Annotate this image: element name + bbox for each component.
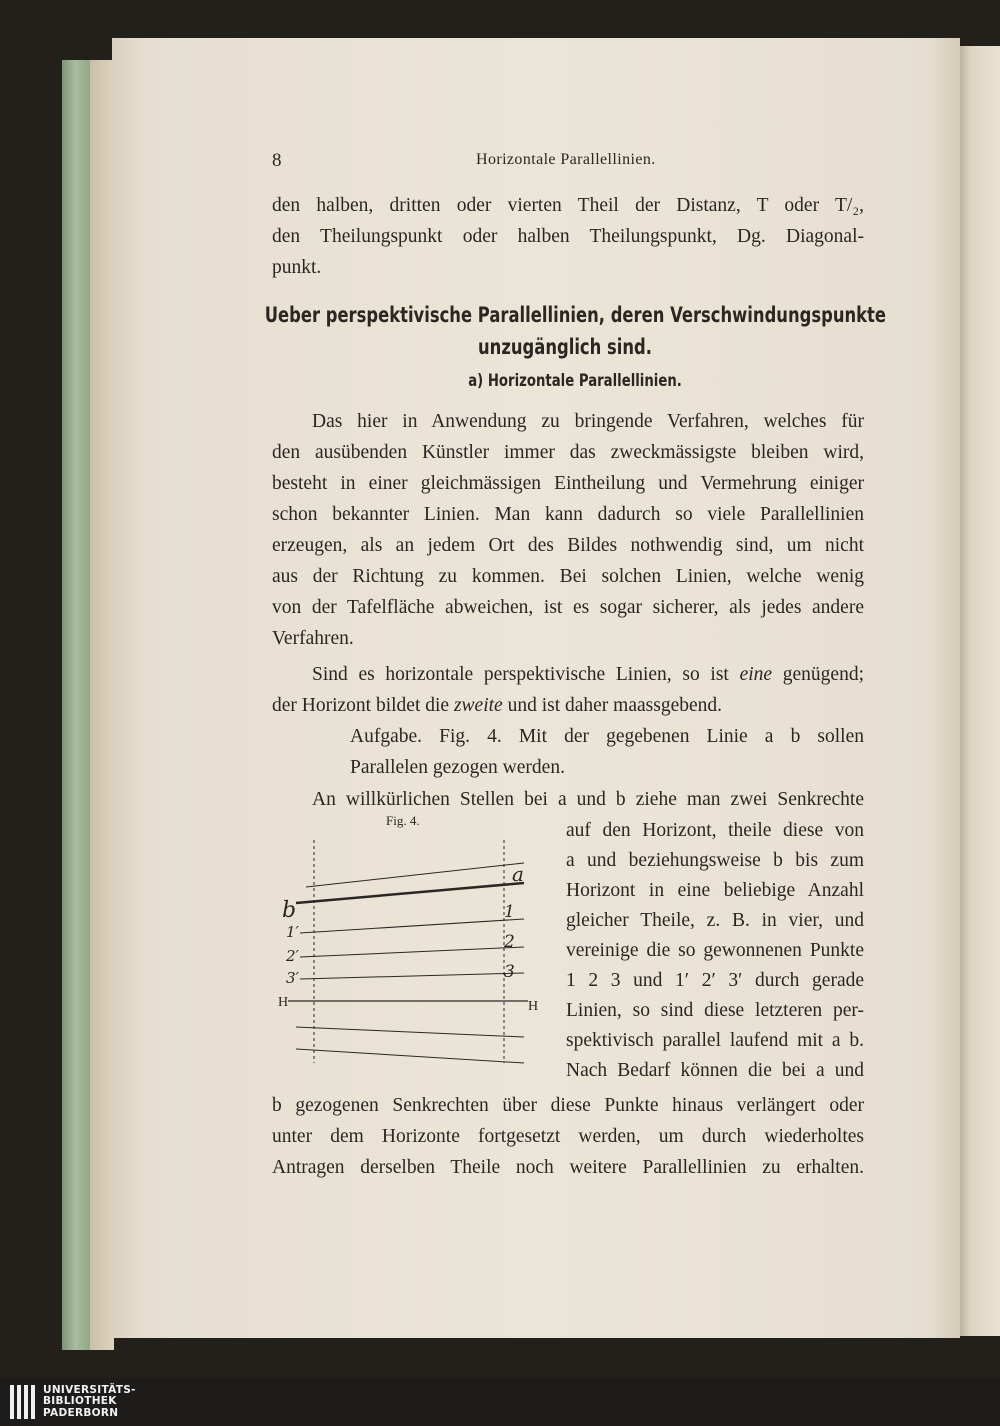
emphasis: zweite bbox=[453, 695, 503, 716]
text-line: aus der Richtung zu kommen. Bei solchen Linien, welche wenig bbox=[272, 566, 864, 587]
text-line: punkt. bbox=[272, 257, 322, 278]
text-line: Parallelen gezogen werden. bbox=[350, 757, 565, 778]
lower-line bbox=[296, 1027, 524, 1037]
text-line: Antragen derselben Theile noch weitere Parallellinien zu erhalten. bbox=[272, 1157, 864, 1178]
label-a: a bbox=[512, 862, 524, 886]
text-line: den Theilungspunkt oder halben Theilungspunkt, Dg. Diagonal- bbox=[272, 226, 864, 247]
emphasis: eine bbox=[739, 664, 773, 685]
section-heading-cont: unzugänglich sind. bbox=[478, 335, 652, 359]
text-line: auf den Horizont, theile diese von bbox=[566, 820, 864, 841]
text-run: Sind es horizontale perspektivische Linien, so ist bbox=[312, 664, 740, 685]
logo-text bbox=[43, 1385, 136, 1420]
line-2 bbox=[300, 947, 524, 957]
text-line: Das hier in Anwendung zu bringende Verfahren, welches für bbox=[312, 411, 864, 432]
text-line: Linien, so sind diese letzteren per- bbox=[566, 1000, 864, 1021]
section-heading: Ueber perspektivische Parallellinien, deren Verschwindungspunkte bbox=[264, 303, 886, 327]
text-line: a und beziehungsweise b bis zum bbox=[566, 850, 864, 871]
text-line: von der Tafelfläche abweichen, ist es sogar sicherer, als jedes andere bbox=[272, 597, 864, 618]
book-spine bbox=[62, 60, 92, 1350]
label-2: 2 bbox=[504, 932, 515, 952]
lowest-line bbox=[296, 1049, 524, 1063]
text-line: besteht in einer gleichmässigen Eintheilung und Vermehrung einiger bbox=[272, 473, 864, 494]
line-1 bbox=[300, 919, 524, 933]
figure-4 bbox=[266, 805, 556, 1075]
text-line: 1 2 3 und 1′ 2′ 3′ durch gerade bbox=[566, 970, 864, 991]
subsection-heading: a) Horizontale Parallellinien. bbox=[468, 371, 682, 391]
figure-caption: Fig. 4. bbox=[386, 813, 420, 828]
text-line: An willkürlichen Stellen bei a und b ziehe man zwei Senkrechte bbox=[312, 789, 864, 810]
label-1-prime: 1′ bbox=[286, 923, 299, 941]
upper-line bbox=[306, 863, 524, 887]
text-run: der Horizont bildet die bbox=[272, 695, 454, 716]
label-2-prime: 2′ bbox=[286, 947, 299, 965]
text-line bbox=[312, 659, 864, 690]
label-horizon-right: H bbox=[528, 999, 539, 1014]
label-b: b bbox=[282, 898, 297, 923]
text-line: Horizont in eine beliebige Anzahl bbox=[566, 880, 864, 901]
logo-mark-icon bbox=[10, 1385, 35, 1419]
label-3: 3 bbox=[504, 962, 515, 982]
line-3 bbox=[300, 973, 524, 979]
logo-line: BIBLIOTHEK bbox=[43, 1395, 117, 1408]
figure-4-drawing bbox=[266, 805, 556, 1075]
page-number: 8 bbox=[272, 150, 282, 171]
text-run: genügend; bbox=[772, 664, 864, 685]
text-line: schon bekannter Linien. Man kann dadurch so viele Parallellinien bbox=[272, 504, 864, 525]
text-line: gleicher Theile, z. B. in vier, und bbox=[566, 910, 864, 931]
text-line: spektivisch parallel laufend mit a b. bbox=[566, 1030, 864, 1051]
logo-line: PADERBORN bbox=[43, 1406, 119, 1419]
text-line: Aufgabe. Fig. 4. Mit der gegebenen Linie a b sollen bbox=[350, 726, 864, 747]
text-run: und ist daher maassgebend. bbox=[502, 695, 723, 716]
text-line: Verfahren. bbox=[272, 628, 354, 649]
adjacent-page-edge bbox=[958, 46, 1000, 1336]
running-title: Horizontale Parallellinien. bbox=[476, 151, 656, 168]
text-line: Nach Bedarf können die bei a und bbox=[566, 1060, 864, 1081]
line-ab bbox=[296, 883, 524, 903]
library-logo bbox=[10, 1384, 136, 1420]
label-horizon-left: H bbox=[278, 995, 289, 1010]
text-line: unter dem Horizonte fortgesetzt werden, um durch wiederholtes bbox=[272, 1126, 864, 1147]
text-line bbox=[272, 690, 864, 721]
page-edges bbox=[90, 60, 114, 1350]
text-line: den halben, dritten oder vierten Theil der Distanz, T oder T/₂, bbox=[272, 195, 864, 216]
label-3-prime: 3′ bbox=[286, 969, 299, 987]
text-line: b gezogenen Senkrechten über diese Punkte hinaus verlängert oder bbox=[272, 1095, 864, 1116]
label-1: 1 bbox=[504, 902, 515, 922]
logo-line: UNIVERSITÄTS- bbox=[43, 1383, 136, 1396]
text-line: erzeugen, als an jedem Ort des Bildes nothwendig sind, um nicht bbox=[272, 535, 864, 556]
text-line: den ausübenden Künstler immer das zweckmässigste bleiben wird, bbox=[272, 442, 864, 463]
text-line: vereinige die so gewonnenen Punkte bbox=[566, 940, 864, 961]
